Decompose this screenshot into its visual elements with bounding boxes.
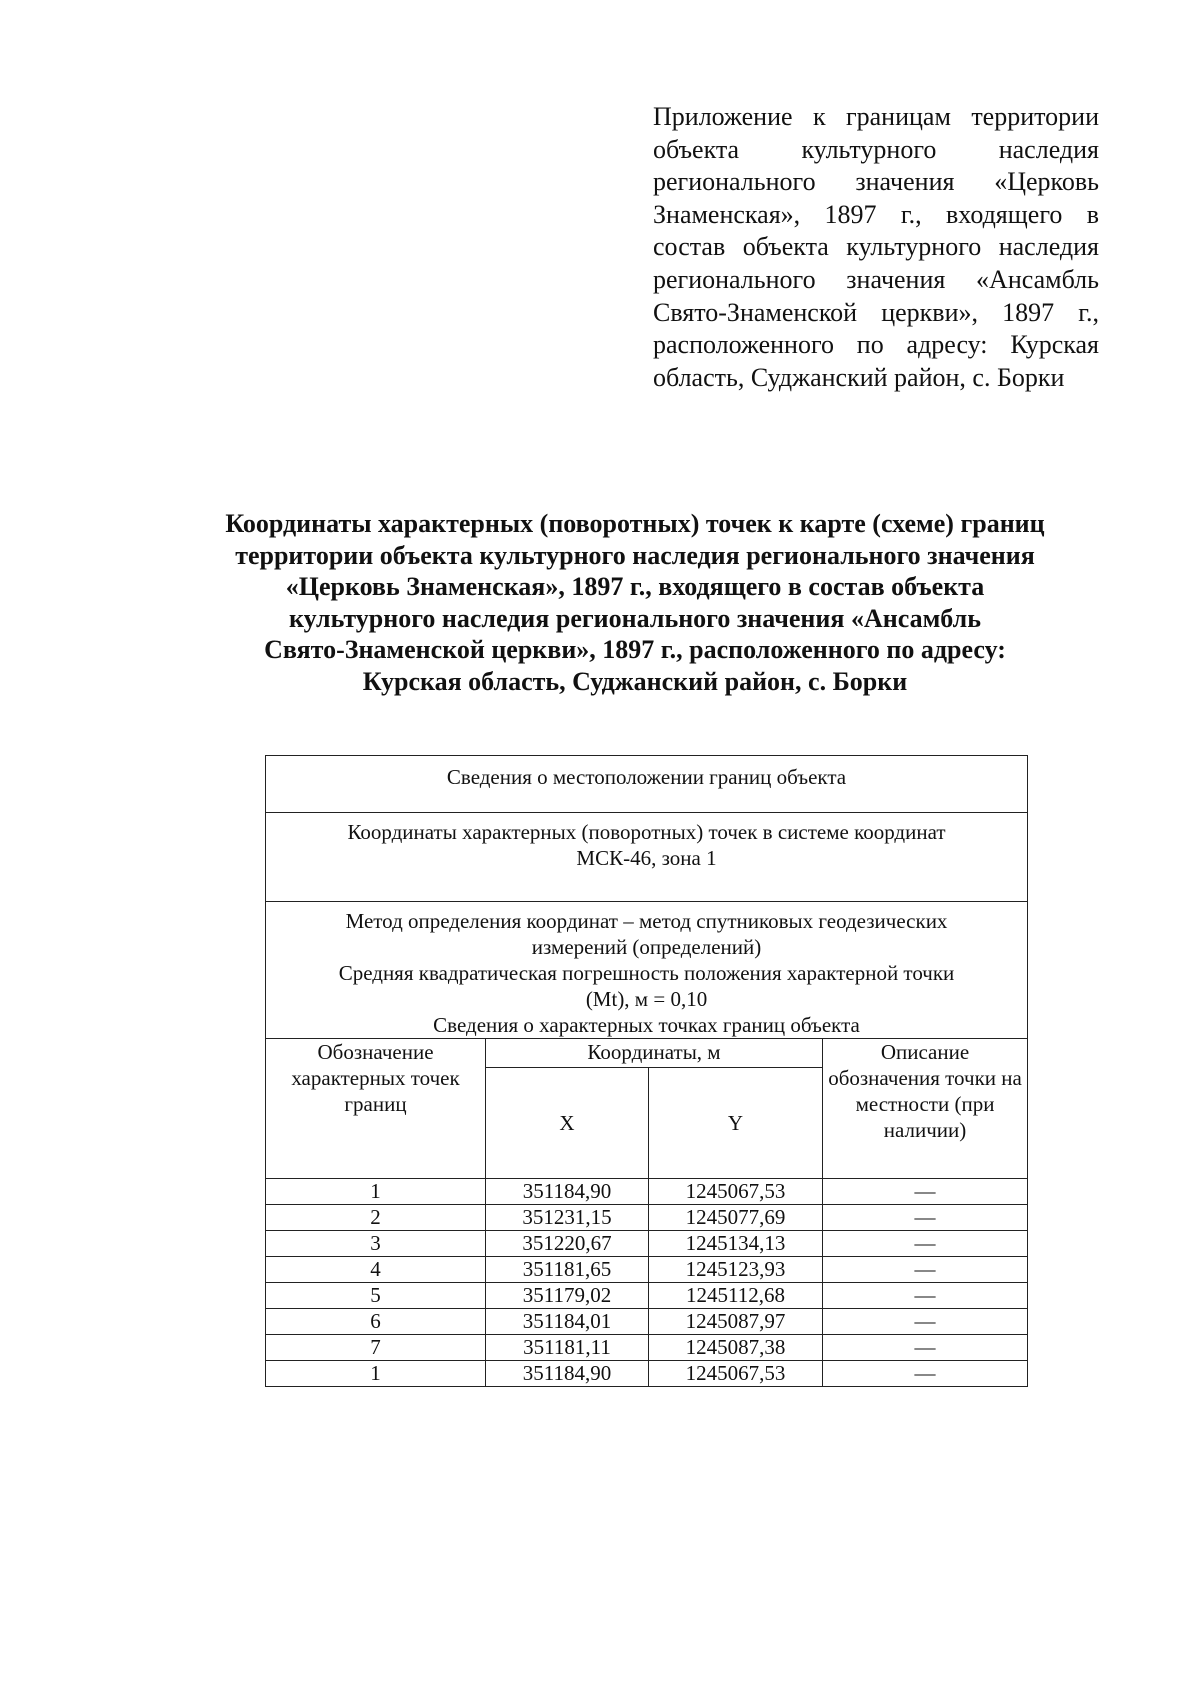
title-line: культурного наследия регионального значения «Ансамбль bbox=[289, 603, 981, 633]
point-number: 3 bbox=[266, 1231, 486, 1257]
title-line: Курская область, Суджанский район, с. Борки bbox=[362, 666, 908, 696]
point-x: 351181,11 bbox=[486, 1335, 649, 1361]
point-description: — bbox=[823, 1361, 1028, 1387]
coordinate-system-line: Координаты характерных (поворотных) точек в системе координат bbox=[347, 820, 946, 844]
method-line: измерений (определений) bbox=[531, 935, 762, 959]
accuracy-line: Средняя квадратическая погрешность положения характерной точки bbox=[338, 961, 955, 985]
table-row bbox=[266, 1361, 1028, 1387]
point-y: 1245067,53 bbox=[649, 1361, 823, 1387]
points-info-header: Сведения о характерных точках границ объекта bbox=[433, 1013, 860, 1037]
point-number: 7 bbox=[266, 1335, 486, 1361]
document-title bbox=[170, 508, 1100, 697]
coordinates-table bbox=[265, 755, 1028, 1387]
point-description: — bbox=[823, 1205, 1028, 1231]
point-x: 351181,65 bbox=[486, 1257, 649, 1283]
point-number: 6 bbox=[266, 1309, 486, 1335]
method-line: Метод определения координат – метод спутниковых геодезических bbox=[345, 909, 948, 933]
point-y: 1245134,13 bbox=[649, 1231, 823, 1257]
table-row bbox=[266, 1231, 1028, 1257]
point-number: 1 bbox=[266, 1179, 486, 1205]
title-line: Свято-Знаменской церкви», 1897 г., расположенного по адресу: bbox=[264, 635, 1006, 664]
point-x: 351231,15 bbox=[486, 1205, 649, 1231]
point-x: 351184,90 bbox=[486, 1179, 649, 1205]
col-x-header: X bbox=[486, 1068, 649, 1179]
table-row bbox=[266, 1335, 1028, 1361]
title-line: территории объекта культурного наследия регионального значения bbox=[235, 540, 1035, 570]
boundary-info-label: Сведения о местоположении границ объекта bbox=[446, 765, 847, 789]
point-description: — bbox=[823, 1179, 1028, 1205]
accuracy-line: (Mt), м = 0,10 bbox=[585, 987, 708, 1011]
point-y: 1245123,93 bbox=[649, 1257, 823, 1283]
table-row bbox=[266, 1257, 1028, 1283]
point-number: 1 bbox=[266, 1361, 486, 1387]
point-description: — bbox=[823, 1257, 1028, 1283]
point-x: 351184,90 bbox=[486, 1361, 649, 1387]
point-description: — bbox=[823, 1283, 1028, 1309]
col-description-header: Описание обозначения точки на местности (при наличии) bbox=[823, 1039, 1028, 1179]
table-row bbox=[266, 1205, 1028, 1231]
boundary-info-header bbox=[266, 756, 1028, 813]
point-number: 5 bbox=[266, 1283, 486, 1309]
point-number: 2 bbox=[266, 1205, 486, 1231]
table-row bbox=[266, 1309, 1028, 1335]
title-line: «Церковь Знаменская», 1897 г., входящего в состав объекта bbox=[285, 572, 985, 601]
point-description: — bbox=[823, 1335, 1028, 1361]
col-y-header: Y bbox=[649, 1068, 823, 1179]
point-x: 351184,01 bbox=[486, 1309, 649, 1335]
point-y: 1245087,38 bbox=[649, 1335, 823, 1361]
point-x: 351220,67 bbox=[486, 1231, 649, 1257]
table-row bbox=[266, 1283, 1028, 1309]
point-description: — bbox=[823, 1231, 1028, 1257]
coordinate-system-cell bbox=[266, 813, 1028, 902]
point-number: 4 bbox=[266, 1257, 486, 1283]
col-coordinates-header: Координаты, м bbox=[486, 1039, 823, 1068]
point-y: 1245077,69 bbox=[649, 1205, 823, 1231]
point-x: 351179,02 bbox=[486, 1283, 649, 1309]
point-description: — bbox=[823, 1309, 1028, 1335]
appendix-note: Приложение к границам территории объекта культурного наследия регионального значения «Церковь Знаменская», 1897 г., входящего в состав объекта культурного наследия регионального значения «Ансамбль Свято-Знаменской церкви», 1897 г., расположенного по адресу: Курская область, Суджанский район, с. Борки bbox=[653, 102, 1099, 392]
point-y: 1245087,97 bbox=[649, 1309, 823, 1335]
method-cell bbox=[266, 902, 1028, 1039]
point-y: 1245067,53 bbox=[649, 1179, 823, 1205]
title-line: Координаты характерных (поворотных) точек к карте (схеме) границ bbox=[225, 509, 1045, 538]
col-designation-header: Обозначение характерных точек границ bbox=[266, 1039, 486, 1179]
table-row bbox=[266, 1179, 1028, 1205]
point-y: 1245112,68 bbox=[649, 1283, 823, 1309]
coordinate-system-zone: МСК-46, зона 1 bbox=[576, 846, 717, 870]
